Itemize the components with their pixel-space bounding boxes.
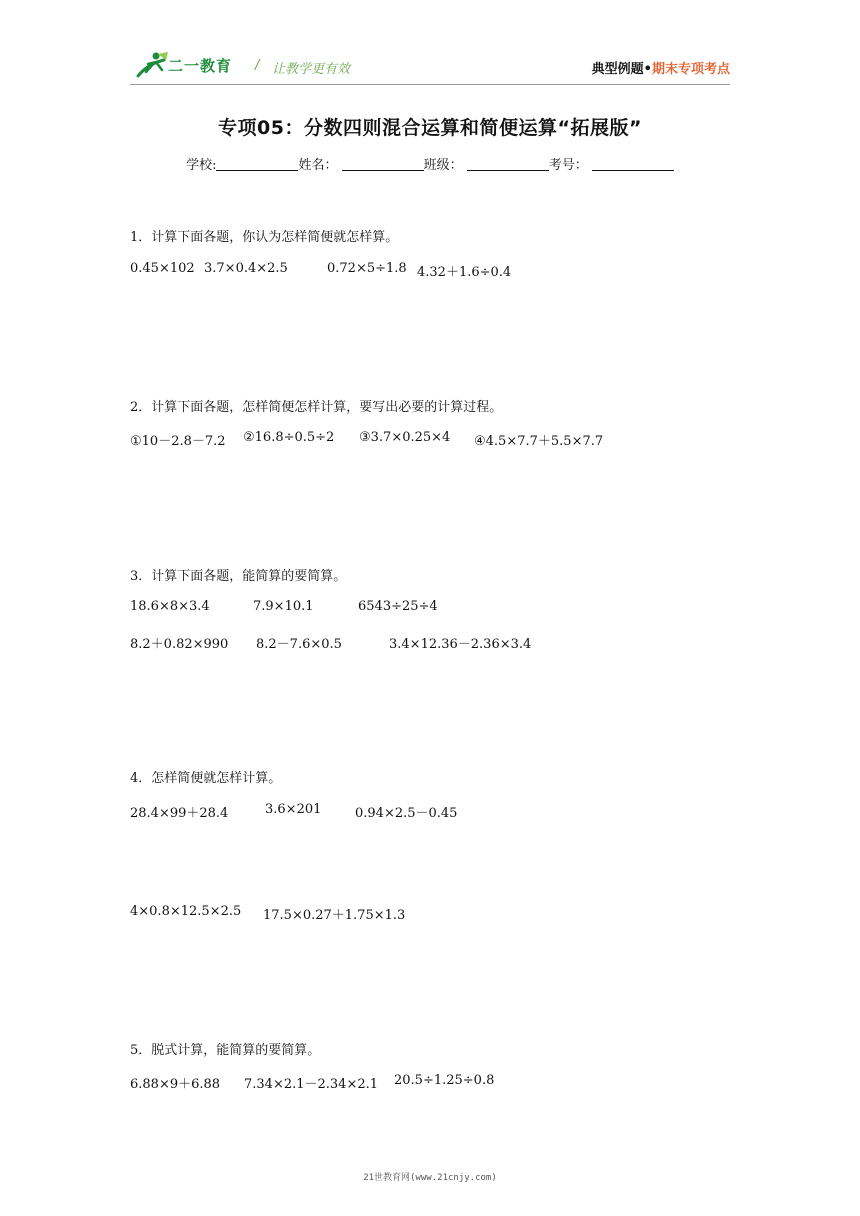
expression: 8.2－7.6×0.5	[256, 637, 342, 652]
question-2-prompt: 2．计算下面各题，怎样简便怎样计算，要写出必要的计算过程。	[130, 400, 503, 415]
question-4-prompt: 4．怎样简便就怎样计算。	[130, 771, 282, 786]
expression: 4×0.8×12.5×2.5	[130, 904, 242, 919]
class-label: 班级：	[423, 158, 463, 173]
name-blank[interactable]	[342, 157, 424, 171]
brand-name: 二一教育	[168, 57, 233, 75]
page-title: 专项05：分数四则混合运算和简便运算“拓展版”	[218, 117, 642, 139]
name-label: 姓名：	[298, 158, 338, 173]
expression: 3.6×201	[265, 802, 322, 817]
expression: 17.5×0.27＋1.75×1.3	[263, 908, 406, 923]
expression: 3.7×0.4×2.5	[204, 261, 288, 276]
expression: 0.94×2.5－0.45	[355, 806, 458, 821]
expression: 7.9×10.1	[253, 599, 314, 614]
expression: 6543÷25÷4	[358, 599, 438, 614]
student-info-line	[0, 154, 860, 173]
school-blank[interactable]	[216, 157, 298, 171]
question-1-prompt: 1．计算下面各题，你认为怎样简便就怎样算。	[130, 230, 399, 245]
expression: 28.4×99＋28.4	[130, 806, 229, 821]
header-tagline	[592, 58, 730, 77]
exam-no-label: 考号：	[548, 158, 588, 173]
expression: 7.34×2.1－2.34×2.1	[244, 1077, 379, 1092]
header-separator: /	[255, 58, 260, 73]
footer-source: 21世教育网(www.21cnjy.com)	[363, 1173, 497, 1183]
expression: ①10－2.8－7.2	[130, 434, 226, 449]
tagline-prefix: 典型例题•	[591, 62, 652, 77]
expression: ③3.7×0.25×4	[359, 430, 451, 445]
exam-no-blank[interactable]	[592, 157, 674, 171]
header-divider	[130, 84, 730, 85]
class-blank[interactable]	[467, 157, 549, 171]
expression: 4.32＋1.6÷0.4	[417, 265, 512, 280]
expression: 0.45×102	[130, 261, 195, 276]
tagline-suffix: 期末专项考点	[651, 62, 730, 77]
expression: 20.5÷1.25÷0.8	[394, 1073, 495, 1088]
question-5-prompt: 5．脱式计算，能简算的要简算。	[130, 1043, 321, 1058]
question-3-prompt: 3．计算下面各题，能简算的要简算。	[130, 569, 347, 584]
slogan: 让教学更有效	[272, 62, 351, 77]
expression: 8.2＋0.82×990	[130, 637, 229, 652]
expression: ②16.8÷0.5÷2	[243, 430, 335, 445]
expression: 18.6×8×3.4	[130, 599, 210, 614]
expression: 0.72×5÷1.8	[327, 261, 407, 276]
expression: 3.4×12.36－2.36×3.4	[389, 637, 532, 652]
expression: ④4.5×7.7＋5.5×7.7	[474, 434, 604, 449]
expression: 6.88×9＋6.88	[130, 1077, 221, 1092]
school-label: 学校:	[186, 158, 217, 173]
